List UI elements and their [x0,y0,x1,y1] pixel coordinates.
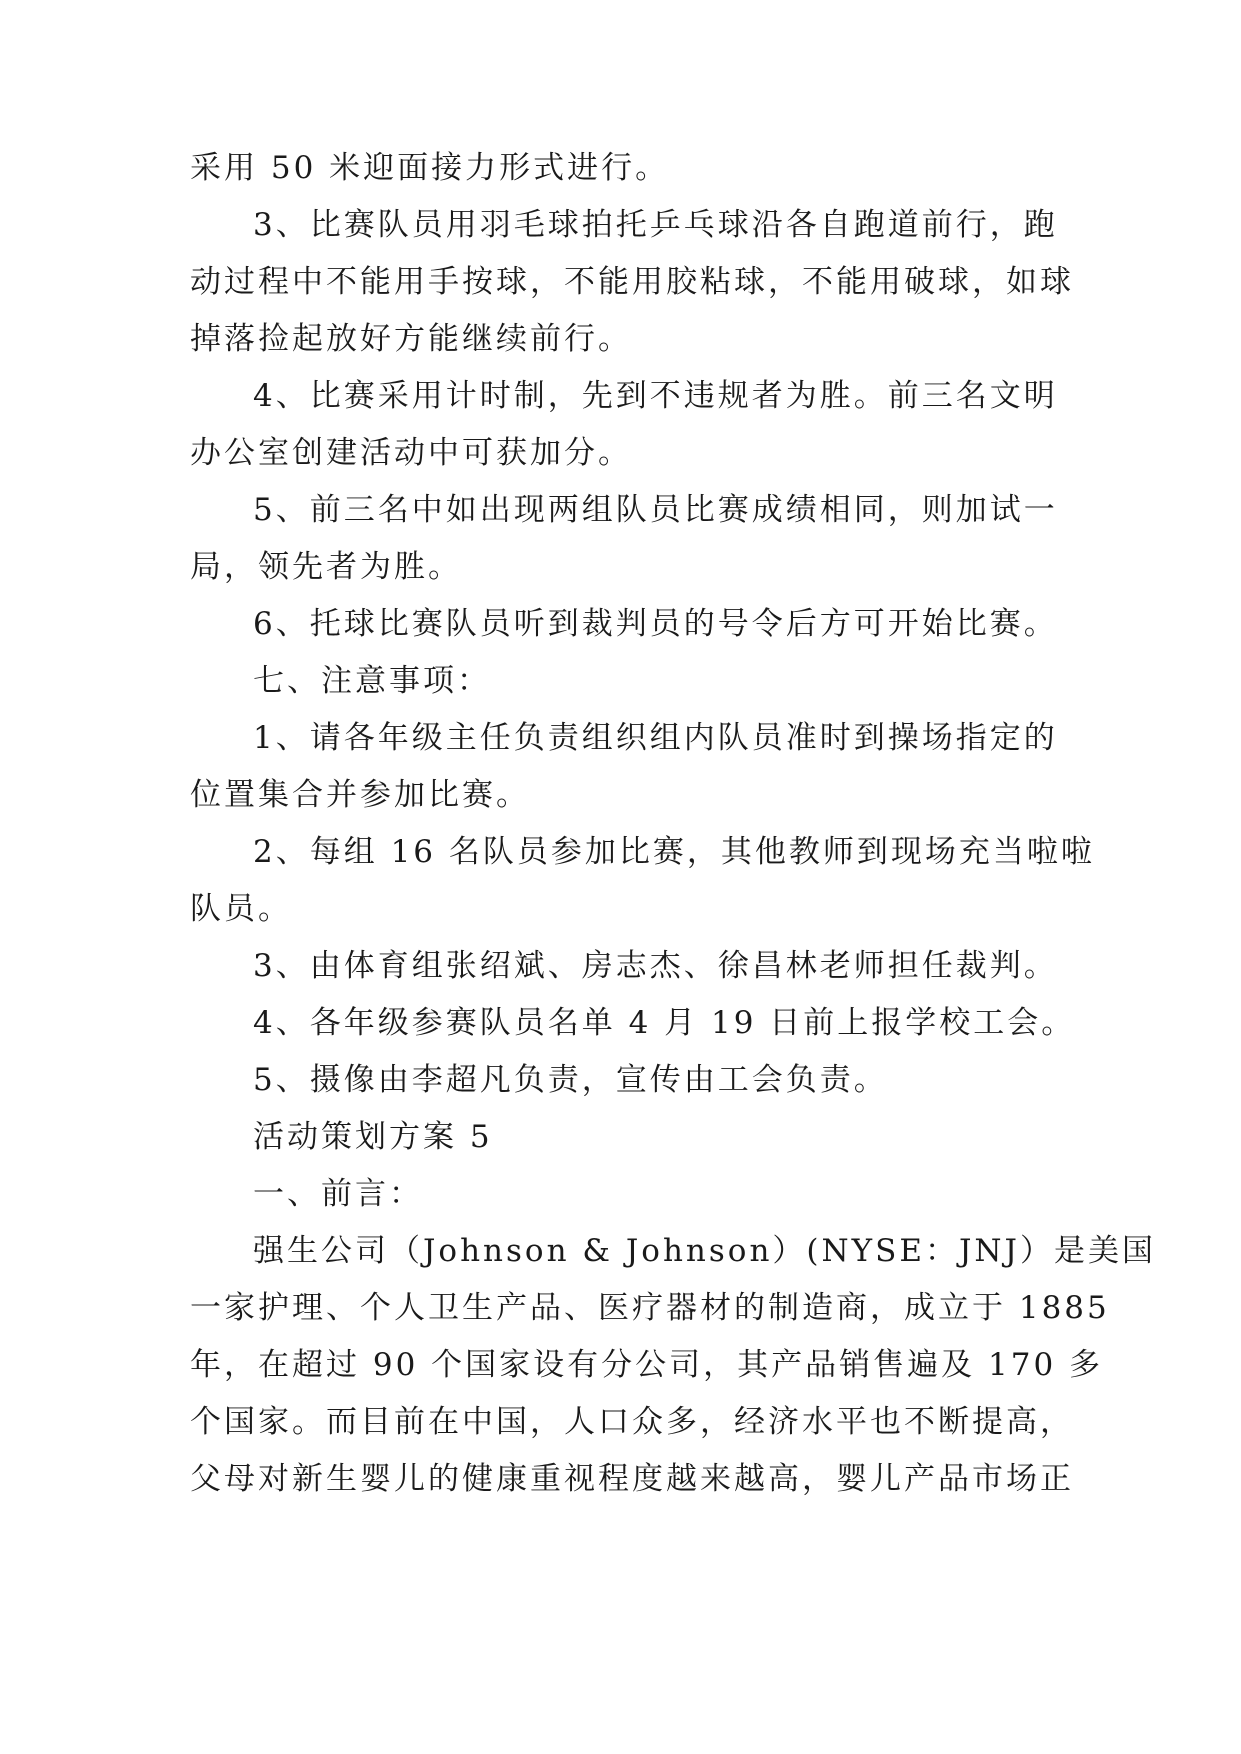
text-line: 掉落捡起放好方能继续前行。 [190,321,632,357]
text-line: 局，领先者为胜。 [190,549,462,585]
text-line: 队员。 [190,891,292,927]
text-line: 4、比赛采用计时制，先到不违规者为胜。前三名文明 [253,378,1058,414]
document-title: 活动策划方案 5 [253,1119,493,1155]
section-heading: 一、前言： [253,1176,423,1212]
section-heading: 七、注意事项： [253,663,491,699]
text-line: 3、比赛队员用羽毛球拍托乒乓球沿各自跑道前行，跑 [253,207,1058,243]
text-line: 一家护理、个人卫生产品、医疗器材的制造商，成立于 1885 [190,1290,1110,1326]
text-line: 6、托球比赛队员听到裁判员的号令后方可开始比赛。 [253,606,1058,642]
text-line: 动过程中不能用手按球，不能用胶粘球，不能用破球，如球 [190,264,1074,300]
text-line: 2、每组 16 名队员参加比赛，其他教师到现场充当啦啦 [253,834,1095,870]
text-line: 父母对新生婴儿的健康重视程度越来越高，婴儿产品市场正 [190,1461,1074,1497]
text-line: 3、由体育组张绍斌、房志杰、徐昌林老师担任裁判。 [253,948,1058,984]
text-line: 强生公司（Johnson & Johnson）(NYSE：JNJ）是美国 [253,1233,1156,1269]
text-line: 5、摄像由李超凡负责，宣传由工会负责。 [253,1062,888,1098]
text-line: 4、各年级参赛队员名单 4 月 19 日前上报学校工会。 [253,1005,1076,1041]
text-line: 办公室创建活动中可获加分。 [190,435,632,471]
text-line: 采用 50 米迎面接力形式进行。 [190,150,670,186]
text-line: 位置集合并参加比赛。 [190,777,530,813]
text-line: 个国家。而目前在中国，人口众多，经济水平也不断提高， [190,1404,1074,1440]
text-line: 1、请各年级主任负责组织组内队员准时到操场指定的 [253,720,1058,756]
text-line: 5、前三名中如出现两组队员比赛成绩相同，则加试一 [253,492,1058,528]
text-line: 年，在超过 90 个国家设有分公司，其产品销售遍及 170 多 [190,1347,1104,1383]
